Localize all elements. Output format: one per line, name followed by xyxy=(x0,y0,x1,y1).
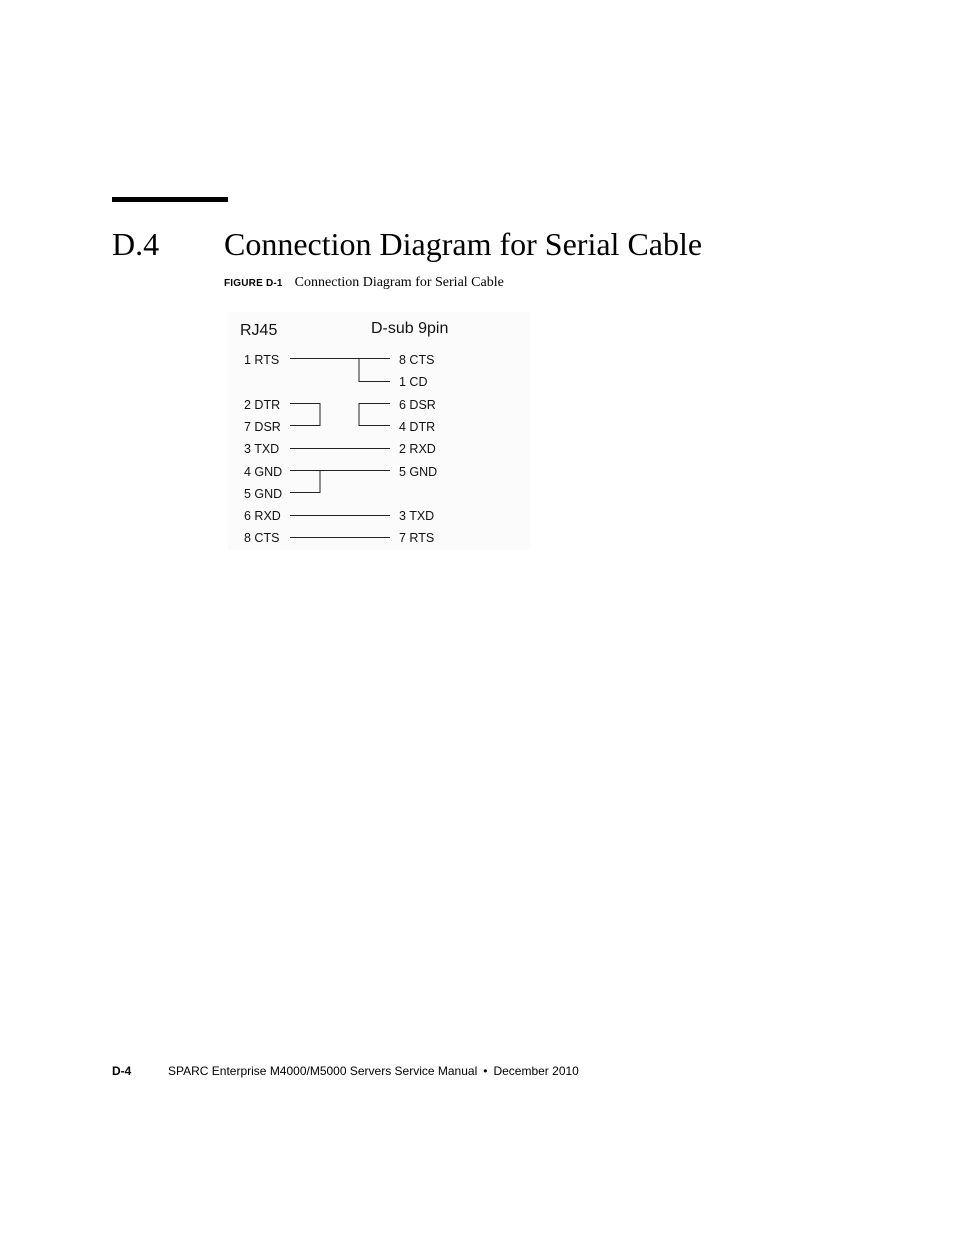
dsub-pin-1-cd: 1 CD xyxy=(399,375,428,389)
rj45-pin-2-dtr: 2 DTR xyxy=(244,398,281,412)
footer-bullet: • xyxy=(483,1064,488,1078)
footer-date: December 2010 xyxy=(493,1064,579,1078)
wire-gnd-join xyxy=(290,471,320,493)
rj45-pin-6-rxd: 6 RXD xyxy=(244,509,281,523)
dsub-pin-6-dsr: 6 DSR xyxy=(399,398,436,412)
footer-text xyxy=(168,1063,579,1079)
wire-rj45-dtr-dsr-loop xyxy=(290,404,320,426)
section-rule xyxy=(112,197,228,202)
section-number: D.4 xyxy=(112,226,160,262)
wire-dsub-dsr-dtr-loop xyxy=(359,404,390,426)
rj45-pin-5-gnd: 5 GND xyxy=(244,487,283,501)
dsub-pin-3-txd: 3 TXD xyxy=(399,509,435,523)
rj45-pin-3-txd: 3 TXD xyxy=(244,442,280,456)
dsub-pin-8-cts: 8 CTS xyxy=(399,353,435,367)
dsub-pin-4-dtr: 4 DTR xyxy=(399,420,436,434)
page-footer xyxy=(112,1063,579,1079)
rj45-pin-7-dsr: 7 DSR xyxy=(244,420,281,434)
footer-page-number: D-4 xyxy=(112,1064,132,1078)
rj45-pin-1-rts: 1 RTS xyxy=(244,353,280,367)
rj45-pin-8-cts: 8 CTS xyxy=(244,531,280,545)
dsub-pin-5-gnd: 5 GND xyxy=(399,465,438,479)
footer-manual-title: SPARC Enterprise M4000/M5000 Servers Service Manual xyxy=(168,1064,478,1078)
serial-cable-diagram xyxy=(228,312,530,550)
dsub-pin-7-rts: 7 RTS xyxy=(399,531,435,545)
figure-caption xyxy=(224,272,504,294)
figure-label: FIGURE D-1 xyxy=(224,278,283,289)
rj45-header: RJ45 xyxy=(240,322,278,339)
dsub-header: D-sub 9pin xyxy=(371,320,449,337)
section-title: Connection Diagram for Serial Cable xyxy=(224,226,703,262)
dsub-pin-2-rxd: 2 RXD xyxy=(399,442,436,456)
figure-title: Connection Diagram for Serial Cable xyxy=(294,275,504,290)
wire-cts-cd-loop xyxy=(359,359,390,382)
rj45-pin-4-gnd: 4 GND xyxy=(244,465,283,479)
